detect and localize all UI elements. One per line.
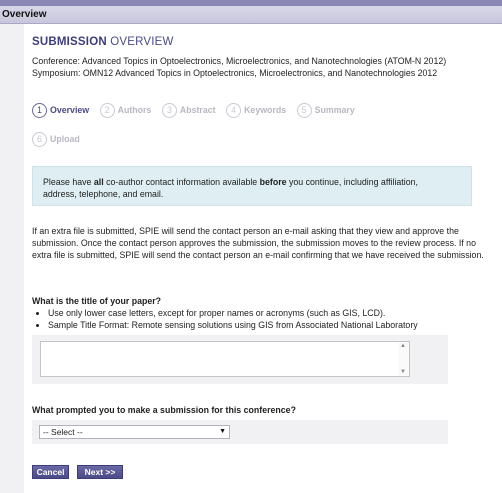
textarea-scrollbar[interactable]: [398, 342, 409, 376]
step-label: Authors: [117, 104, 152, 115]
title-question-label: What is the title of your paper?: [32, 296, 162, 306]
step-label: Overview: [50, 104, 90, 115]
notice-emphasis: before: [259, 177, 287, 187]
step-number-icon: 3: [162, 103, 177, 118]
scroll-up-icon[interactable]: ▲: [400, 343, 406, 349]
paper-title-textarea[interactable]: [40, 341, 410, 377]
step-label: Summary: [314, 104, 355, 115]
chevron-down-icon: ▼: [219, 428, 226, 435]
scroll-down-icon[interactable]: ▼: [400, 369, 406, 375]
page-title: [32, 36, 492, 48]
step-label: Upload: [50, 133, 80, 144]
coauthor-notice: [32, 166, 472, 206]
notice-text: address, telephone, and email.: [43, 189, 164, 199]
window-title: Overview: [0, 6, 502, 24]
conference-line: Conference: Advanced Topics in Optoelectronics, Microelectronics, and Nanotechnologies (ATOM-N 2012): [32, 56, 447, 66]
conference-info: [32, 55, 492, 79]
step-upload[interactable]: [32, 132, 80, 147]
guideline-item: • Sample Title Format: Remote sensing solutions using GIS from Associated National Laboratory: [48, 319, 484, 331]
symposium-line: Symposium: OMN12 Advanced Topics in Optoelectronics, Microelectronics, and Nanotechnologies 2012: [32, 68, 438, 78]
select-value: -- Select --: [43, 427, 83, 437]
step-summary[interactable]: [297, 103, 355, 118]
page-title-rest: OVERVIEW: [106, 36, 174, 48]
title-question: [32, 295, 484, 331]
extra-file-info: If an extra file is submitted, SPIE will send the contact person an e-mail asking that they view and approve the submission. Once the contact person approves the submission, the submission moves to the review process. If no extra file is submitted, SPIE will send the contact person an e-mail confirming that we have received the submission.: [32, 226, 484, 260]
conference-question-label: What prompted you to make a submission for this conference?: [32, 405, 296, 415]
cancel-button[interactable]: Cancel: [32, 465, 69, 479]
step-keywords[interactable]: [226, 103, 286, 118]
step-authors[interactable]: [100, 103, 152, 118]
step-overview[interactable]: [32, 103, 89, 118]
page-title-bold: SUBMISSION: [32, 36, 107, 48]
submission-header: [32, 36, 492, 79]
step-label: Keywords: [244, 104, 287, 115]
step-number-icon: 1: [32, 103, 47, 118]
title-guidelines: [32, 307, 484, 331]
step-number-icon: 4: [226, 103, 241, 118]
notice-text: co-author contact information available: [103, 177, 260, 187]
step-number-icon: 5: [297, 103, 312, 118]
step-label: Abstract: [179, 104, 216, 115]
guideline-item: • Use only lower case letters, except for proper names or acronyms (such as GIS, LCD).: [48, 307, 484, 319]
notice-text: you continue, including affiliation,: [286, 177, 418, 187]
notice-text: Please have: [43, 177, 94, 187]
step-abstract[interactable]: [162, 103, 216, 118]
step-number-icon: 2: [100, 103, 115, 118]
step-number-icon: 6: [32, 132, 47, 147]
step-progress: [32, 103, 482, 147]
reason-select[interactable]: [39, 425, 230, 439]
next-button[interactable]: Next >>: [77, 465, 123, 479]
notice-emphasis: all: [93, 177, 104, 187]
